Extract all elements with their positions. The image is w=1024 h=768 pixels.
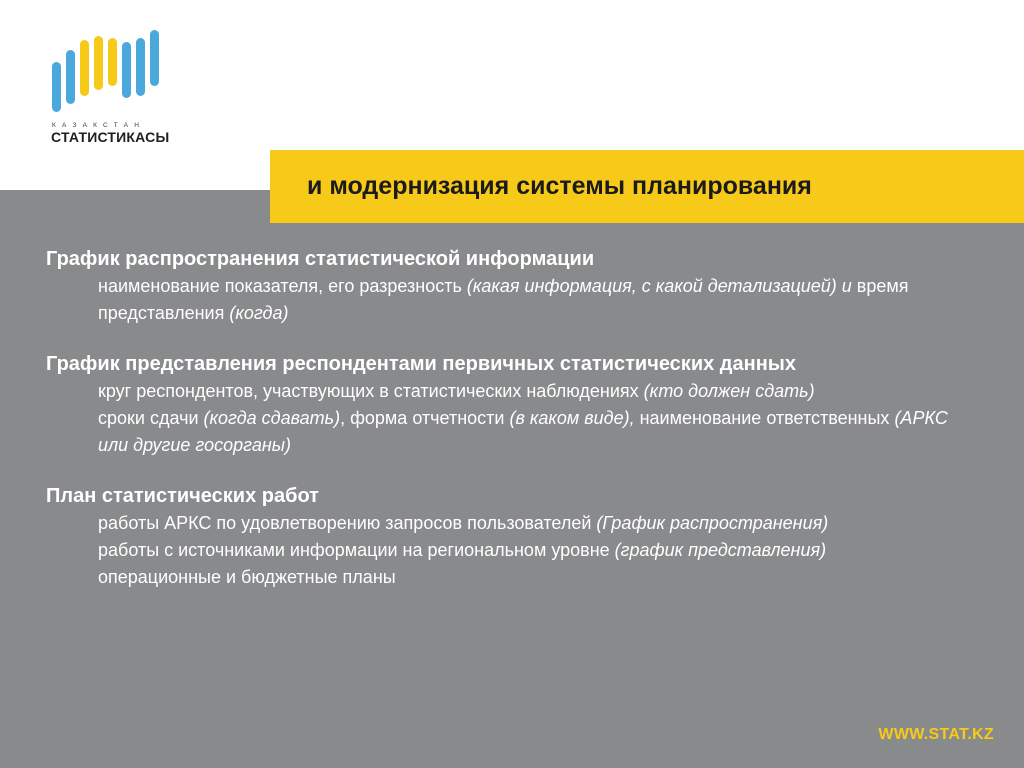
item-text: круг респондентов, участвующих в статистических наблюдениях	[98, 381, 644, 401]
item-text: время представления	[98, 276, 909, 323]
item-note: (в каком виде),	[509, 408, 635, 428]
section-heading: График распространения статистической информации	[46, 248, 595, 270]
section-heading: План статистических работ	[46, 485, 319, 507]
item-text: наименование показателя, его разрезность	[98, 276, 467, 296]
section-item	[98, 378, 966, 405]
section-item	[98, 405, 966, 459]
item-text: сроки сдачи	[98, 408, 204, 428]
item-note: (кто должен сдать)	[643, 381, 815, 401]
item-note: (какая информация, с какой детализацией) и	[466, 276, 852, 296]
section-item	[98, 273, 966, 327]
section-item	[98, 537, 966, 564]
website-link[interactable]: WWW.STAT.KZ	[878, 726, 994, 743]
section-work-plan	[46, 482, 966, 591]
section-item	[98, 564, 966, 591]
item-note: (График распространения)	[596, 513, 829, 533]
section-heading: График представления респондентами первичных статистических данных	[46, 353, 796, 375]
logo-title: СТАТИСТИКАСЫ	[51, 129, 170, 145]
statistics-logo	[48, 28, 178, 148]
item-text: , форма отчетности	[340, 408, 510, 428]
section-item	[98, 510, 966, 537]
item-text: операционные и бюджетные планы	[98, 567, 396, 587]
slide-content	[46, 245, 966, 614]
title-banner	[270, 150, 1024, 223]
item-note: (когда сдавать)	[203, 408, 341, 428]
item-text: работы с источниками информации на региональном уровне	[98, 540, 615, 560]
section-dissemination	[46, 245, 966, 327]
item-note: (график представления)	[614, 540, 827, 560]
item-note: (когда)	[229, 303, 289, 323]
bars-logo-icon	[48, 28, 178, 123]
slide-title: и модернизация системы планирования	[307, 172, 812, 200]
item-note: (АРКС или другие госорганы)	[98, 408, 948, 455]
item-text: работы АРКС по удовлетворению запросов пользователей	[98, 513, 597, 533]
logo-subtitle: КАЗАКСТАН	[52, 122, 146, 129]
item-text: наименование ответственных	[634, 408, 895, 428]
section-respondents	[46, 350, 966, 459]
